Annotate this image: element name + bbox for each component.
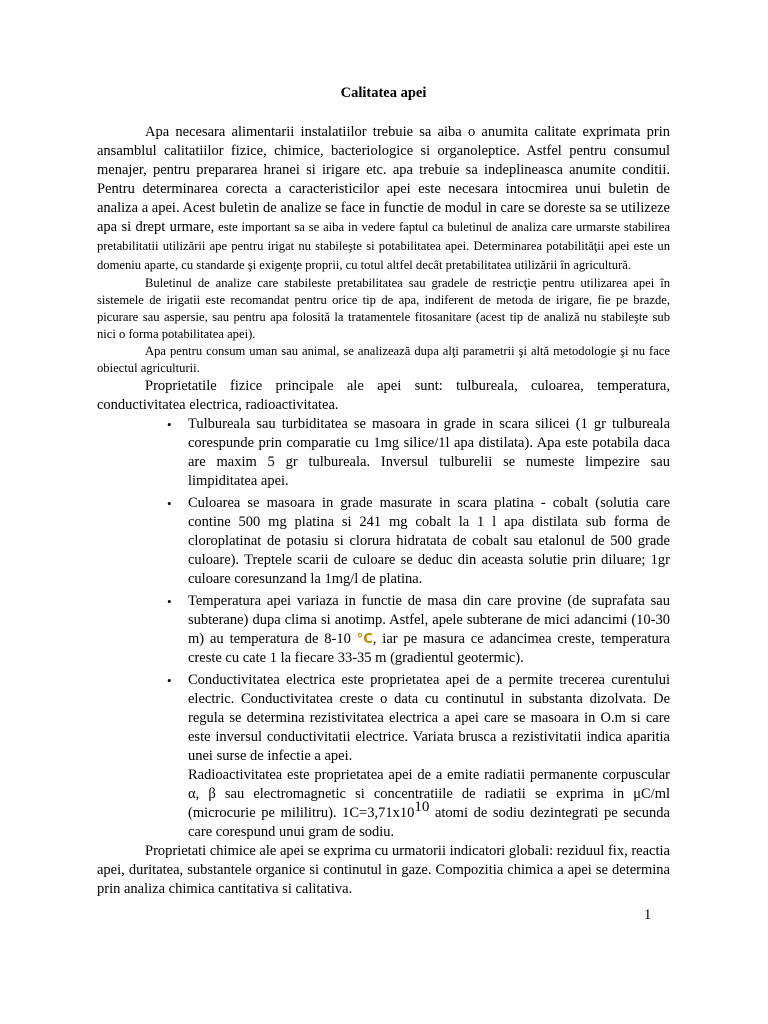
intro-small-text: este important sa se aiba in vedere faptul ca buletinul de analiza care urmarste stabilirea pretabilitatii utilizării ape pentru irigat nu stabileşte si potabilitatea apei. Determinarea potabilităţii apei este un domeniu aparte, cu standarde şi exigenţe proprii, cu totul altfel decât pretabilitatea utilizării în agricultură.	[97, 220, 670, 272]
bullet-icon: •	[167, 594, 172, 609]
list-item-text: Temperatura apei variaza in functie de masa din care provine (de suprafata sau subterane) dupa clima si anotimp. Astfel, apele subterane de mici adancimi (10-30 m) au temperatura de 8-10	[188, 593, 670, 647]
radio-text: Radioactivitatea este proprietatea apei de a emite radiatii permanente corpuscular α, β sau electromagnetic si concentratiile de radiatii se exprima in μC/ml (microcurie pe mililitru). 1C=3,71x10	[188, 767, 670, 821]
list-item-text: Tulbureala sau turbiditatea se masoara in grade in scara silicei (1 gr tulbureala corespunde prin comparatie cu 1mg silice/1l apa distilata). Apa este potabila daca are maxim 5 gr tulbureala. Inversul tulburelii se numeste limpezire sau limpiditatea apei.	[188, 416, 670, 489]
list-item-culoarea	[97, 494, 670, 589]
properties-list	[97, 415, 670, 766]
bullet-icon: •	[167, 496, 172, 511]
list-item-text-cont: , iar pe masura ce adancimea creste, temperatura creste cu cate 1 la fiecare 33-35 m (gradientul geotermic).	[188, 631, 670, 666]
document-title: Calitatea apei	[340, 85, 427, 101]
paragraph-consum-uman: Apa pentru consum uman sau animal, se analizează dupa alţi parametrii şi altă metodologie şi nu face obiectul agriculturii.	[97, 344, 670, 375]
intro-text: Apa necesara alimentarii instalatiilor trebuie sa aiba o anumita calitate exprimata prin ansamblul calitatiilor fizice, chimice, bacteriologice si organoleptice. Astfel pentru consumul menajer, pentru prepararea hranei si irigare etc. apa trebuie sa indeplineasca anumite conditii. Pentru determinarea corecta a caracteristicilor apei este necesara intocmirea unui buletin de analiza a apei. Acest buletin de analize se face in functie de modul in care se doreste sa se utilizeze apa si drept urmare,	[97, 124, 670, 235]
list-item-tulbureala	[97, 415, 670, 491]
document-body	[97, 84, 670, 899]
paragraph-proprietati-fizice: Proprietatile fizice principale ale apei sunt: tulbureala, culoarea, temperatura, conductivitatea electrica, radioactivitatea.	[97, 378, 670, 413]
bullet-icon: •	[167, 673, 172, 688]
list-item-text: Culoarea se masoara in grade masurate in scara platina - cobalt (solutia care contine 500 mg platina si 241 mg cobalt la 1 l apa distilata sub forma de cloroplatinat de potasiu si clorura hidratata de cobalt sau etalonul de 500 grade culoare). Treptele scarii de culoare se deduc din aceasta solutie prin diluare; 1gr culoare coresunzand la 1mg/l de platina.	[188, 495, 670, 587]
radio-text-cont: atomi de sodiu dezintegrati pe secunda care corespund unui gram de sodiu.	[188, 805, 670, 840]
list-item-temperatura	[97, 592, 670, 668]
paragraph-intro	[97, 123, 670, 275]
paragraph-radioactivitatea	[97, 766, 670, 842]
list-item-conductivitatea	[97, 671, 670, 766]
page-number: 1	[644, 907, 652, 923]
radio-exponent: 10	[414, 799, 430, 815]
paragraph-proprietati-chimice: Proprietati chimice ale apei se exprima cu urmatorii indicatori globali: reziduul fix, reactia apei, duritatea, substantele organice si continutul in gaze. Compozitia chimica a apei se determina prin analiza chimica cantitativa si calitativa.	[97, 843, 670, 897]
degree-celsius-symbol: °C	[356, 632, 373, 647]
list-item-text: Conductivitatea electrica este proprietatea apei de a permite trecerea curentului electric. Conductivitatea creste o data cu continutul in substanta dizolvata. De regula se determina rezistivitatea electrica a apei care se masoara in O.m si care este inversul conductivitatii electrice. Variata brusca a rezistivitatii indica aparitia unei surse de infectie a apei.	[188, 672, 670, 764]
paragraph-buletin: Buletinul de analize care stabileste pretabilitatea sau gradele de restricţie pentru utilizarea apei în sistemele de irigatii este recomandat pentru orice tip de apa, indiferent de metoda de irigare, fie pe brazde, picurare sau aspersie, sau pentru apa folosită la tratamentele fitosanitare (acest tip de analiză nu stabileşte sub nici o forma potabilitatea apei).	[97, 276, 670, 341]
bullet-icon: •	[167, 417, 172, 432]
